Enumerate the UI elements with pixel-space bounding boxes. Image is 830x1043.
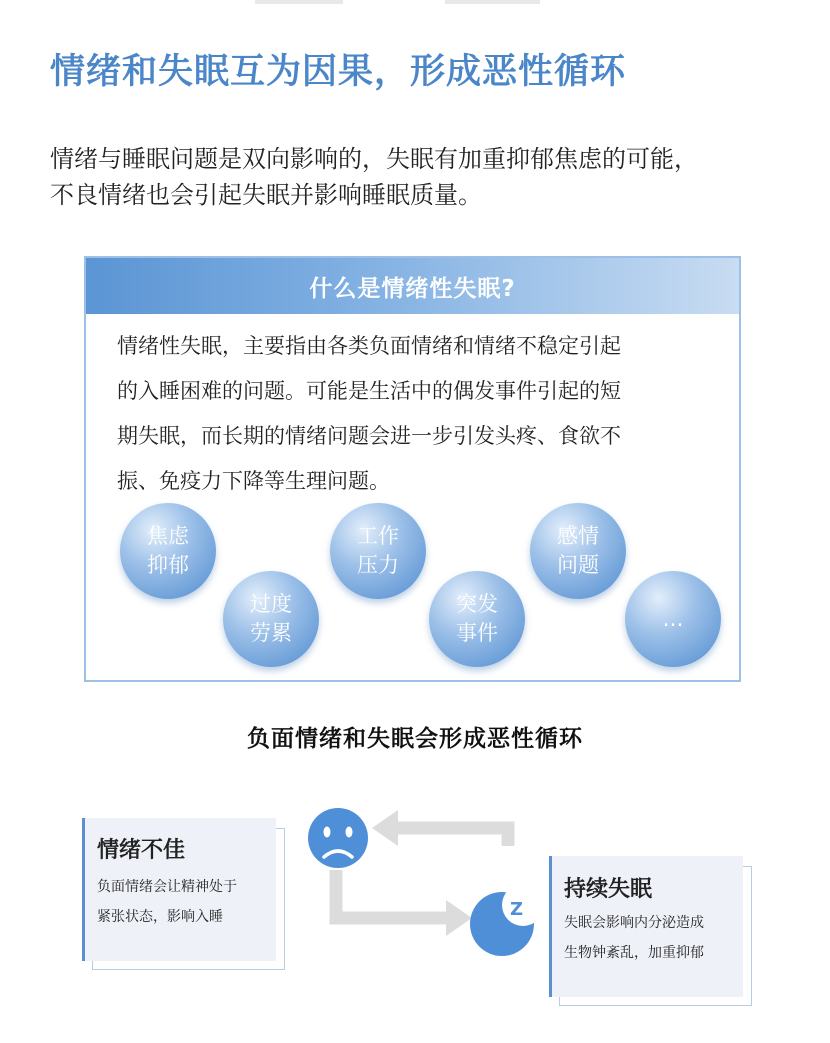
card-line: 情绪性失眠，主要指由各类负面情绪和情绪不稳定引起 (117, 334, 621, 358)
card-line: 振、免疫力下降等生理问题。 (117, 469, 390, 493)
note-line: 负面情绪会让精神处于 (97, 879, 237, 895)
bubble-line: 压力 (357, 553, 399, 577)
note-line: 失眠会影响内分泌造成 (564, 915, 704, 931)
intro-line: 情绪与睡眠问题是双向影响的，失眠有加重抑郁焦虑的可能， (50, 145, 698, 173)
arrow-head-icon (372, 810, 398, 846)
bubble-line: 问题 (557, 553, 599, 577)
bad-mood-box (82, 818, 276, 961)
card-line: 的入睡困难的问题。可能是生活中的偶发事件引起的短 (117, 379, 621, 403)
insomnia-title: 持续失眠 (564, 877, 653, 902)
bubble-line: 过度 (250, 592, 292, 616)
note-line: 生物钟紊乱，加重抑郁 (564, 945, 704, 961)
bubble-line: … (662, 606, 684, 631)
insomnia-desc (564, 908, 704, 968)
bubble-line: 焦虑 (147, 524, 189, 548)
bubble-line: 劳累 (250, 621, 292, 645)
page-title: 情绪和失眠互为因果，形成恶性循环 (50, 52, 627, 92)
bubble-line: 感情 (557, 524, 599, 548)
cycle-arrow-top (392, 828, 508, 846)
card-header: 什么是情绪性失眠? (86, 258, 739, 314)
bubble-line: 事件 (456, 621, 498, 645)
cycle-section-title: 负面情绪和失眠会形成恶性循环 (247, 726, 583, 752)
bad-mood-desc (97, 872, 237, 932)
insomnia-box (549, 856, 743, 997)
intro-line: 不良情绪也会引起失眠并影响睡眠质量。 (50, 181, 482, 209)
bubble-line: 工作 (357, 524, 399, 548)
bubble-line: 突发 (456, 592, 498, 616)
note-line: 紧张状态，影响入睡 (97, 909, 223, 925)
arrow-head-icon (446, 900, 472, 936)
bad-mood-title: 情绪不佳 (97, 838, 186, 863)
sad-face-icon (308, 808, 368, 868)
cycle-arrow-bottom (336, 870, 452, 918)
card-line: 期失眠，而长期的情绪问题会进一步引发头疼、食欲不 (117, 424, 621, 448)
bubble-line: 抑郁 (147, 553, 189, 577)
moon-sleep-icon (470, 884, 544, 956)
sleep-z-text: Z (510, 899, 524, 920)
